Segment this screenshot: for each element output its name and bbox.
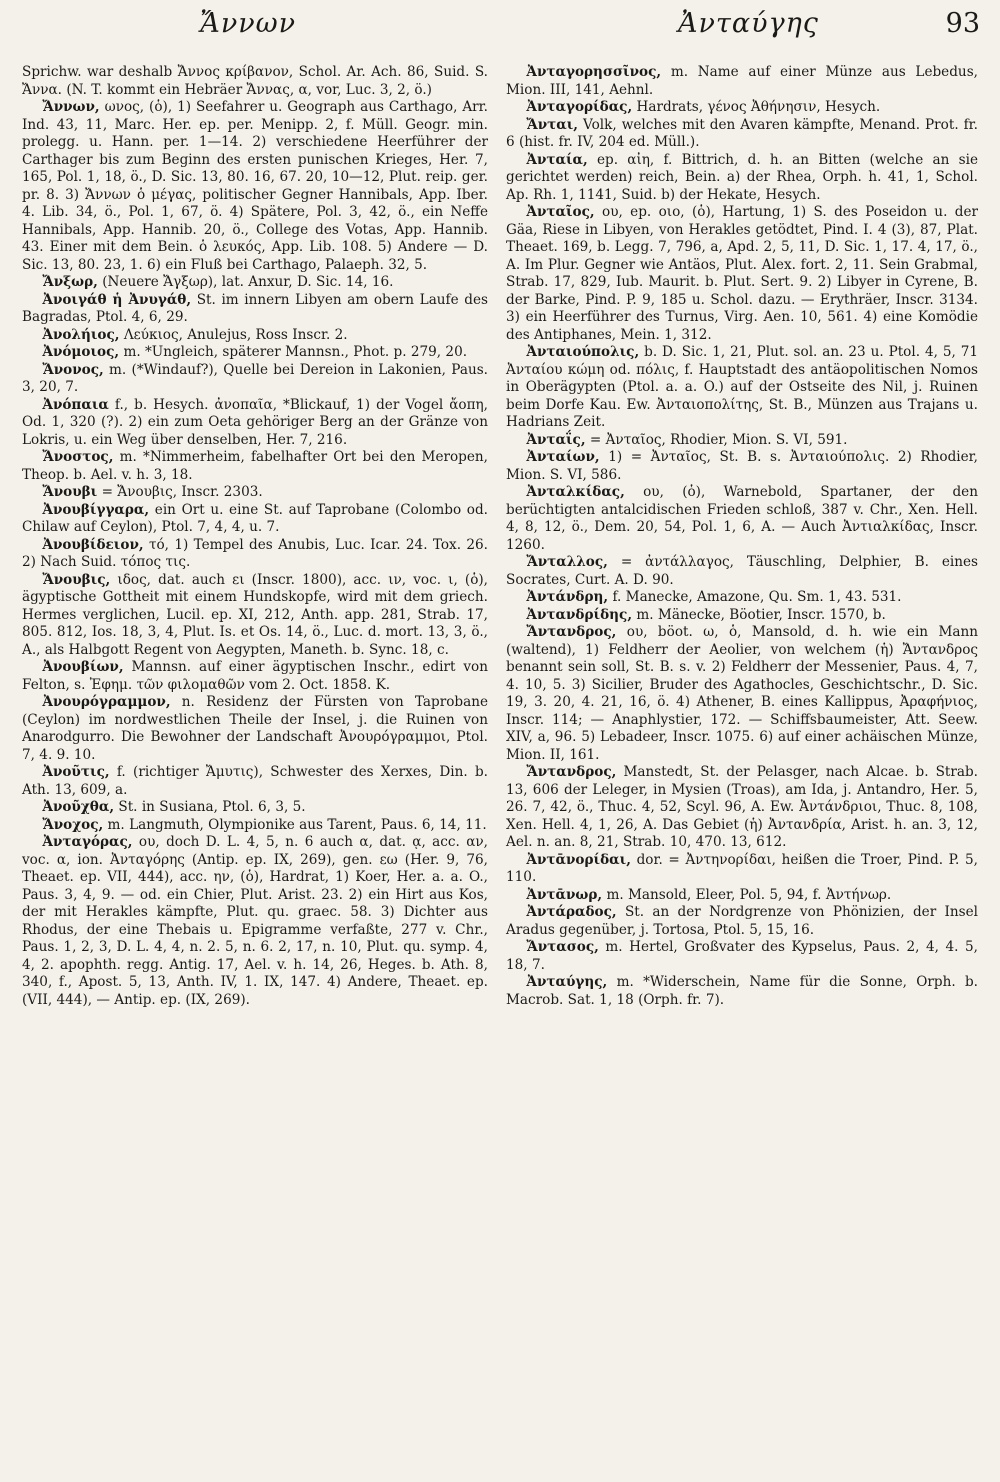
dictionary-entry <box>506 204 978 344</box>
dictionary-entry <box>22 502 488 537</box>
dictionary-entry <box>506 939 978 974</box>
entry-definition: ου, ep. οιο, (ὁ), Hartung, 1) S. des Poseidon u. der Gäa, Riese in Libyen, von Herakles getödtet, Pind. I. 4 (3), 87, Plat. Theaet. 169, b. Legg. 7, 796, a, Apd. 2, 5, 11, D. Sic. 1, 17. 4, 17, ö., A. Im Plur. Gegner wie Antäos, Plut. Alex. fort. 2, 11. Sein Grabmal, Strab. 17, 829, Iub. Maurit. b. Plut. Sert. 9. 2) Libyer in Cyrene, B. der Barke, Pind. P. 9, 185 u. Schol. dazu. — Erythräer, Inscr. 3134. 3) ein Heerführer des Turnus, Virg. Aen. 10, 561. 4) eine Komödie des Antiphanes, Mein. 1, 312. <box>506 204 978 343</box>
entry-headword: Ἀντᾱνωρ, <box>526 886 603 903</box>
dictionary-entry <box>22 484 488 502</box>
entry-headword: Ἀνταιούπολις, <box>526 344 640 360</box>
entry-headword: Ἄνουβις, <box>42 571 111 588</box>
dictionary-entry <box>22 362 488 397</box>
left-guide-word: Ἄννων <box>200 8 297 39</box>
dictionary-entry <box>506 607 978 625</box>
entry-headword: Ἄνοστος, <box>42 449 114 465</box>
entry-definition: m. *Ungleich, späterer Mannsn., Phot. p. 279, 20. <box>123 344 468 360</box>
dictionary-entry <box>506 449 978 484</box>
entry-headword: Ἄνταλλος, <box>526 554 608 570</box>
entry-headword: Ἀνουβίγγαρα, <box>42 501 150 518</box>
entry-definition: n. Residenz der Fürsten von Taprobane (Ceylon) im nordwestlichen Theile der Insel, j. die Ruinen von Anarodgurro. Die Bewohner der Landschaft Ἀνουρόγραμμοι, Ptol. 7, 4. 9. 10. <box>22 694 489 763</box>
dictionary-entry <box>22 327 488 345</box>
dictionary-entry <box>506 852 978 887</box>
entry-headword: Ἀνταΐς, <box>526 431 586 448</box>
entry-headword: Ἀνταία, <box>526 151 588 168</box>
entry-definition: ιδος, dat. auch ει (Inscr. 1800), acc. ιν, voc. ι, (ὁ), ägyptische Gottheit mit einem Hundskopfe, wird mit dem griech. Hermes verglichen, Lucil. ep. XI, 212, Anth. app. 281, Strab. 17, 805. 812, Ios. 18, 3, 4, Plut. Is. et Os. 14, ö., Luc. d. mort. 13, 3, ö., A., als Halbgott Regent von Aegypten, Maneth. b. Sync. 18, c. <box>22 571 488 658</box>
entry-headword: Ἀνόπαια <box>42 396 109 413</box>
dictionary-entry <box>506 764 978 852</box>
entry-headword: Ἀντάραδος, <box>526 904 617 920</box>
dictionary-entry <box>506 554 978 589</box>
entry-definition: dor. = Ἀντηνορίδαι, heißen die Troer, Pind. P. 5, 110. <box>506 851 978 885</box>
entry-headword: Ἀνταγορησσῖνος, <box>526 64 662 80</box>
entry-definition: m. (*Windauf?), Quelle bei Dereion in Lakonien, Paus. 3, 20, 7. <box>22 361 488 395</box>
dictionary-entry <box>22 817 488 835</box>
entry-headword: Ἀνταίων, <box>526 449 600 465</box>
entry-definition: m. Name auf einer Münze aus Lebedus, Mion. III, 141, Aehnl. <box>506 64 978 98</box>
entry-definition: Hardrats, γένος Ἀθήνησιν, Hesych. <box>636 99 881 115</box>
entry-definition: f. Manecke, Amazone, Qu. Sm. 1, 43. 531. <box>612 589 902 605</box>
dictionary-entry <box>506 432 978 450</box>
entry-headword: Ἄνξωρ, <box>42 274 98 290</box>
entry-headword: Ἀνοιγάθ ἡ Ἀνυγάθ, <box>42 291 192 308</box>
entry-definition: St. in Susiana, Ptol. 6, 3, 5. <box>118 799 306 815</box>
dictionary-entry <box>22 449 488 484</box>
entry-definition: m. Langmuth, Olympionike aus Tarent, Paus. 6, 14, 11. <box>107 816 487 833</box>
entry-definition: m. *Nimmerheim, fabelhafter Ort bei den Meropen, Theop. b. Ael. v. h. 3, 18. <box>22 449 488 483</box>
entry-definition: Sprichw. war deshalb Ἄννος κρίβανον, Schol. Ar. Ach. 86, Suid. S. Ἄννα. (N. T. kommt ein Hebräer Ἄννας, α, vor, Luc. 3, 2, ö.) <box>22 64 488 98</box>
entry-definition: St. im innern Libyen am obern Laufe des Bagradas, Ptol. 4, 6, 29. <box>22 291 488 325</box>
dictionary-entry <box>506 99 978 117</box>
entry-definition: Volk, welches mit den Avaren kämpfte, Menand. Prot. fr. 6 (hist. fr. IV, 204 ed. Müll.). <box>506 116 978 150</box>
dictionary-entry <box>506 117 978 152</box>
dictionary-entry <box>22 274 488 292</box>
entry-definition: Mannsn. auf einer ägyptischen Inschr., edirt von Felton, s. Ἐφημ. τῶν φιλομαθῶν vom 2. Oct. 1858. K. <box>22 659 488 693</box>
entry-headword: Ἀντανδρίδης, <box>526 606 633 623</box>
entry-headword: Ἄντανδρος, <box>526 764 617 780</box>
entry-definition: m. *Widerschein, Name für die Sonne, Orph. b. Macrob. Sat. 1, 18 (Orph. fr. 7). <box>506 974 978 1008</box>
entry-definition: Manstedt, St. der Pelasger, nach Alcae. b. Strab. 13, 606 der Leleger, in Mysien (Troas), am Ida, j. Antandro, Her. 5, 26. 7, 42, ö., Thuc. 4, 52, Scyl. 96, A. Ew. Ἀντάνδριοι, Thuc. 8, 108, Xen. Hell. 4, 1, 26, A. Das Gebiet (ἡ) Ἀντανδρία, Arist. h. an. 3, 12, Ael. n. an. 8, 21, Strab. 10, 470. 13, 612. <box>506 764 978 850</box>
entry-definition: ein Ort u. eine St. auf Taprobane (Colombo od. Chilaw auf Ceylon), Ptol. 7, 4, 4, u. 7. <box>22 501 488 535</box>
dictionary-entry <box>506 344 978 432</box>
dictionary-entry <box>506 589 978 607</box>
entry-headword: Ἀνταλκίδας, <box>526 484 625 500</box>
dictionary-entry <box>506 624 978 764</box>
dictionary-entry <box>22 397 488 450</box>
dictionary-entry <box>506 974 978 1009</box>
entry-headword: Ἀνοῦτις, <box>42 764 110 780</box>
dictionary-entry <box>22 694 488 764</box>
entry-definition: ωνος, (ὁ), 1) Seefahrer u. Geograph aus Carthago, Arr. Ind. 43, 11, Marc. Her. ep. per. Menipp. 2, f. Müll. Geogr. min. prolegg. u. Hann. per. 1—14. 2) verschiedene Heerführer der Carthager bis zum Beginn des ersten punischen Krieges, Her. 7, 165, Pol. 1, 18, ö., D. Sic. 13, 80. 16, 67. 20, 10—12, Plut. reip. ger. pr. 8. 3) Ἄννων ὁ μέγας, politischer Gegner Hannibals, App. Iber. 4. Lib. 34, ö., Pol. 1, 67, ö. 4) Spätere, Pol. 3, 42, ö., ein Neffe Hannibals, App. Hannib. 20, ö., College des Votas, App. Hannib. 43. Einer mit dem Bein. ὁ λευκός, App. Lib. 108. 5) Andere — D. Sic. 13, 80. 23, 1. 6) ein Fluß bei Carthago, Palaeph. 32, 5. <box>22 99 488 273</box>
dictionary-entry <box>506 64 978 99</box>
entry-headword: Ἀνταγόρας, <box>42 834 133 850</box>
entry-headword: Ἀνουρόγραμμον, <box>42 694 171 710</box>
entry-headword: Ἄνονος, <box>42 361 104 378</box>
entry-headword: Ἀντᾱνορίδαι, <box>526 851 631 868</box>
entry-headword: Ἀντάνδρη, <box>526 589 609 605</box>
entry-headword: Ἀνουβίδειον, <box>42 536 144 553</box>
dictionary-entry <box>506 904 978 939</box>
dictionary-entry <box>22 292 488 327</box>
entry-headword: Ἄννων, <box>42 99 100 115</box>
entry-headword: Ἀνολήιος, <box>42 326 120 343</box>
running-header <box>0 8 1000 56</box>
entry-definition: m. Mänecke, Böotier, Inscr. 1570, b. <box>636 606 886 623</box>
dictionary-entry <box>22 572 488 660</box>
entry-definition: m. Hertel, Großvater des Kypselus, Paus. 2, 4, 4. 5, 18, 7. <box>506 939 978 973</box>
entry-definition: f., b. Hesych. ἀνοπαῖα, *Blickauf, 1) der Vogel ἄοπη, Od. 1, 320 (?). 2) ein zum Oeta gehöriger Berg an der Gränze von Lokris, u. ein Weg über denselben, Her. 7, 216. <box>22 396 488 448</box>
entry-definition: ep. αἰη, f. Bittrich, d. h. an Bitten (welche an sie gerichtet werden) reich, Bein. a) der Rhea, Orph. h. 41, 1, Schol. Ap. Rh. 1, 1141, Suid. b) der Hekate, Hesych. <box>506 151 978 203</box>
right-column <box>506 64 978 1009</box>
entry-definition: (Neuere Ἄγξωρ), lat. Anxur, D. Sic. 14, 16. <box>102 274 394 290</box>
entry-definition: m. Mansold, Eleer, Pol. 5, 94, f. Ἀντήνωρ. <box>606 886 892 903</box>
entry-definition: St. an der Nordgrenze von Phönizien, der Insel Aradus gegenüber, j. Tortosa, Ptol. 5, 15, 16. <box>506 904 979 938</box>
entry-definition: ου, (ὁ), Warnebold, Spartaner, der den berüchtigten antalcidischen Frieden schloß, 387 v. Chr., Xen. Hell. 4, 8, 12, ö., Dem. 20, 54, Pol. 1, 6, A. — Auch Ἀντιαλκίδας, Inscr. 1260. <box>506 484 978 553</box>
left-column <box>22 64 488 1009</box>
entry-headword: Ἀνταγορίδας, <box>526 99 633 115</box>
entry-definition: 1) = Ἀνταῖος, St. B. s. Ἀνταιούπολις. 2) Rhodier, Mion. S. VI, 586. <box>506 449 979 483</box>
entry-headword: Ἄνοχος, <box>42 816 104 833</box>
entry-headword: Ἀνόμοιος, <box>42 344 120 360</box>
page-number: 93 <box>945 8 980 39</box>
dictionary-entry <box>22 659 488 694</box>
dictionary-entry <box>22 64 488 99</box>
entry-definition: ου, böot. ω, ὁ, Mansold, d. h. wie ein Mann (waltend), 1) Feldherr der Aeolier, von welchem (ἡ) Ἄντανδρος benannt sein soll, St. B. s. v. 2) Feldherr der Messenier, Paus. 4, 7, 4. 10, 5. 3) Sicilier, Bruder des Agathocles, Geschichtschr., D. Sic. 19, 3. 20, 4. 21, 16, ö. 4) Athener, B. eines Kallippus, Ἀραφήνιος, Inscr. 114; — Anaphlystier, 172. — Schiffsbaumeister, Att. Seew. XIV, a, 96. 5) Lebadeer, Inscr. 1075. 6) auf einer achäischen Münze, Mion. II, 161. <box>506 624 978 763</box>
entry-headword: Ἄνουβι <box>42 484 98 500</box>
entry-headword: Ἀνταύγης, <box>526 974 608 990</box>
entry-definition: = ἀντάλλαγος, Täuschling, Delphier, B. eines Socrates, Curt. A. D. 90. <box>506 554 979 588</box>
dictionary-entry <box>22 537 488 572</box>
right-guide-word: Ἀνταύγης <box>678 8 819 39</box>
entry-headword: Ἄντασος, <box>526 939 599 955</box>
dictionary-entry <box>22 99 488 274</box>
entry-headword: Ἄντανδρος, <box>526 624 617 640</box>
entry-headword: Ἄνται, <box>526 116 579 133</box>
entry-definition: Λεύκιος, Anulejus, Ross Inscr. 2. <box>123 326 348 343</box>
dictionary-entry <box>22 834 488 1009</box>
entry-headword: Ἀνταῖος, <box>526 204 595 220</box>
dictionary-entry <box>506 152 978 205</box>
entry-definition: = Ἄνουβις, Inscr. 2303. <box>101 484 263 500</box>
dictionary-entry <box>506 887 978 905</box>
dictionary-entry <box>22 799 488 817</box>
entry-definition: = Ἀνταῖος, Rhodier, Mion. S. VI, 591. <box>589 431 848 448</box>
entry-definition: b. D. Sic. 1, 21, Plut. sol. an. 23 u. Ptol. 4, 5, 71 Ἀνταίου κώμη od. πόλις, f. Hauptstadt des antäopolitischen Nomos in Oberägypten (Ptol. a. a. O.) auf der Ostseite des Nil, j. Ruinen beim Dorfe Kau. Ew. Ἀνταιοπολίτης, St. B., Münzen aus Trajans u. Hadrians Zeit. <box>506 344 979 430</box>
entry-definition: f. (richtiger Ἄμυτις), Schwester des Xerxes, Din. b. Ath. 13, 609, a. <box>22 764 488 798</box>
dictionary-entry <box>22 344 488 362</box>
entry-definition: ου, doch D. L. 4, 5, n. 6 auch α, dat. ᾳ, acc. αν, voc. α, ion. Ἀνταγόρης (Antip. ep. IX, 269), gen. εω (Her. 9, 76, Theaet. ep. VII, 444), acc. ην, (ὁ), Hardrat, 1) Koer, Her. a. a. O., Paus. 3, 4, 9. — od. ein Chier, Plut. Arist. 23. 2) ein Hirt aus Kos, der mit Herakles kämpfte, Plut. qu. graec. 58. 3) Dichter aus Rhodus, der eine Thebais u. Epigramme verfaßte, 277 v. Chr., Paus. 1, 2, 3, D. L. 4, 4, n. 2. 5, n. 6. 2, 17, n. 10, Plut. qu. symp. 4, 4, 2. apophth. regg. Antig. 17, Ael. v. h. 14, 26, Heges. b. Ath. 8, 340, f., Apost. 5, 13, Anth. IV, 1. IX, 147. 4) Andere, Theaet. ep. (VII, 444), — Antip. ep. (IX, 269). <box>22 834 488 1008</box>
entry-headword: Ἀνοῦχθα, <box>42 799 115 815</box>
dictionary-entry <box>22 764 488 799</box>
entry-definition: τό, 1) Tempel des Anubis, Luc. Icar. 24. Tox. 26. 2) Nach Suid. τόπος τις. <box>22 536 488 570</box>
dictionary-entry <box>506 484 978 554</box>
entry-headword: Ἀνουβίων, <box>42 659 124 675</box>
